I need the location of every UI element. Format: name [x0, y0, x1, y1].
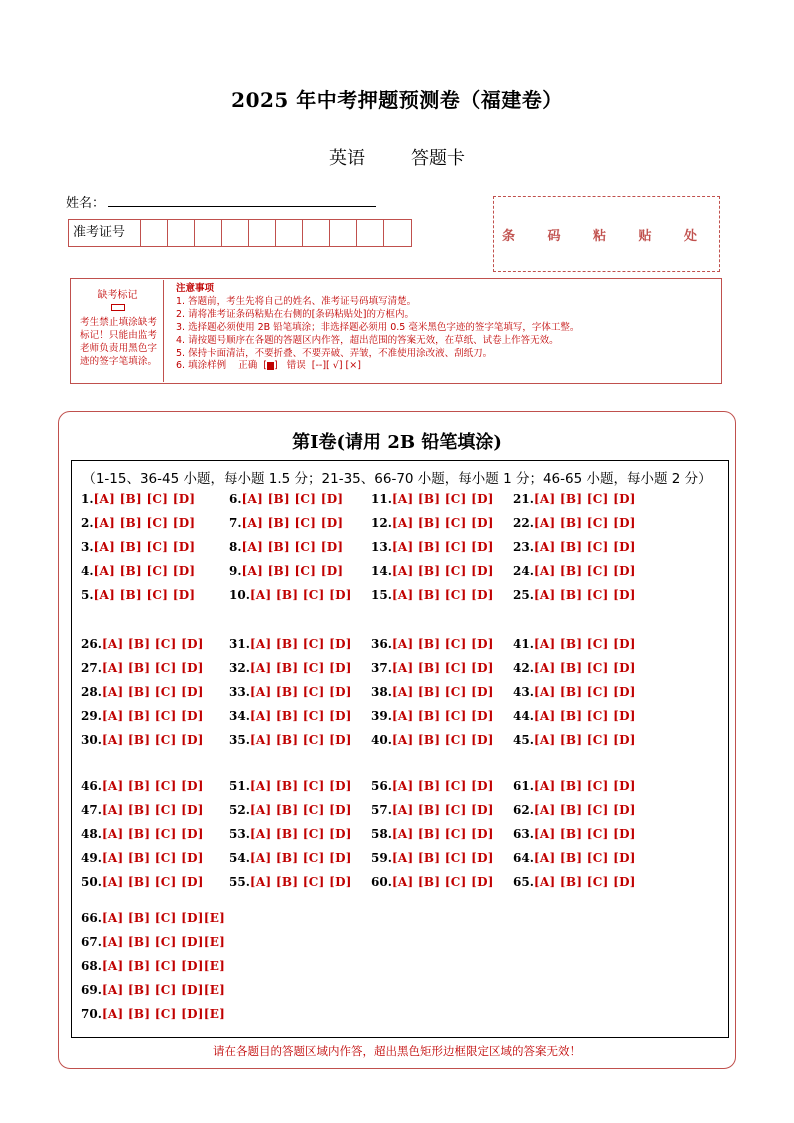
question-22[interactable] [513, 516, 636, 530]
question-43[interactable] [513, 685, 636, 699]
answer-options[interactable]: [A] [B] [C] [D] [93, 516, 196, 530]
question-number: 29. [81, 709, 102, 723]
answer-options[interactable]: [A] [B] [C] [D] [533, 709, 636, 723]
answer-options[interactable]: [A] [B] [C] [D][E] [101, 935, 226, 949]
notice-item: 1. 答题前，考生先将自己的姓名、准考证号码填写清楚。 [176, 295, 417, 307]
question-57[interactable] [371, 803, 494, 817]
answer-options[interactable]: [A] [B] [C] [D] [391, 827, 494, 841]
answer-options[interactable]: [A] [B] [C] [D] [249, 803, 352, 817]
question-number: 6. [229, 492, 242, 506]
question-10[interactable] [229, 588, 352, 602]
question-number: 39. [371, 709, 392, 723]
question-number: 25. [513, 588, 534, 602]
answer-options[interactable]: [A] [B] [C] [D] [533, 661, 636, 675]
missing-mark-title: 缺考标记 [97, 290, 138, 301]
answer-options[interactable]: [A] [B] [C] [D] [249, 709, 352, 723]
question-number: 57. [371, 803, 392, 817]
answer-options[interactable]: [A] [B] [C] [D] [93, 540, 196, 554]
answer-options[interactable]: [A] [B] [C] [D] [249, 588, 352, 602]
question-60[interactable] [371, 875, 494, 889]
answer-options[interactable]: [A] [B] [C] [D] [249, 637, 352, 651]
notice-item: 4. 请按题号顺序在各题的答题区内作答，超出范围的答案无效，在草纸、试卷上作答无效。 [176, 334, 559, 346]
question-56[interactable] [371, 779, 494, 793]
answer-options[interactable]: [A] [B] [C] [D] [533, 637, 636, 651]
subject-label: 英语 [329, 148, 365, 169]
answer-options[interactable]: [A] [B] [C] [D] [391, 564, 494, 578]
question-number: 55. [229, 875, 250, 889]
answer-options[interactable]: [A] [B] [C] [D] [101, 709, 204, 723]
question-67[interactable] [81, 935, 225, 949]
question-number: 51. [229, 779, 250, 793]
missing-mark-text: 考生禁止填涂缺考标记！只能由监考老师负责用黑色字迹的签字笔填涂。 [80, 317, 157, 367]
answer-options[interactable]: [A] [B] [C] [D] [241, 516, 344, 530]
answer-options[interactable]: [A] [B] [C] [D][E] [101, 959, 226, 973]
question-28[interactable] [81, 685, 204, 699]
answer-options[interactable]: [A] [B] [C] [D] [241, 564, 344, 578]
answer-options[interactable]: [A] [B] [C] [D] [533, 851, 636, 865]
question-number: 34. [229, 709, 250, 723]
answer-options[interactable]: [A] [B] [C] [D] [391, 540, 494, 554]
answer-options[interactable]: [A] [B] [C] [D] [249, 875, 352, 889]
question-14[interactable] [371, 564, 494, 578]
name-label: 姓名： [66, 196, 106, 211]
answer-options[interactable]: [A] [B] [C] [D] [101, 827, 204, 841]
question-number: 44. [513, 709, 534, 723]
question-4[interactable] [81, 564, 195, 578]
question-13[interactable] [371, 540, 494, 554]
answer-options[interactable]: [A] [B] [C] [D] [391, 516, 494, 530]
wrong-marks: [--][ √] [×] [311, 360, 361, 372]
question-number: 23. [513, 540, 534, 554]
answer-options[interactable]: [A] [B] [C] [D] [533, 588, 636, 602]
question-number: 31. [229, 637, 250, 651]
question-number: 38. [371, 685, 392, 699]
answer-options[interactable]: [A] [B] [C] [D][E] [101, 983, 226, 997]
question-number: 24. [513, 564, 534, 578]
answer-options[interactable]: [A] [B] [C] [D] [391, 709, 494, 723]
answer-options[interactable]: [A] [B] [C] [D] [241, 540, 344, 554]
question-number: 61. [513, 779, 534, 793]
question-number: 63. [513, 827, 534, 841]
answer-options[interactable]: [A] [B] [C] [D] [101, 733, 204, 747]
question-29[interactable] [81, 709, 204, 723]
question-number: 21. [513, 492, 534, 506]
question-33[interactable] [229, 685, 352, 699]
exam-id-label: 准考证号 [69, 220, 141, 246]
question-number: 70. [81, 1007, 102, 1021]
question-27[interactable] [81, 661, 204, 675]
question-number: 67. [81, 935, 102, 949]
question-number: 60. [371, 875, 392, 889]
notice-item-sample: 6. 填涂样例 正确 [ ] 错误 [--][ √] [×] [176, 360, 361, 372]
answer-options[interactable]: [A] [B] [C] [D] [249, 733, 352, 747]
answer-options[interactable]: [A] [B] [C] [D] [391, 733, 494, 747]
question-21[interactable] [513, 492, 636, 506]
question-1[interactable] [81, 492, 195, 506]
barcode-label: 条 码 粘 贴 处 [501, 228, 712, 244]
question-46[interactable] [81, 779, 204, 793]
answer-options[interactable]: [A] [B] [C] [D] [249, 827, 352, 841]
question-number: 1. [81, 492, 94, 506]
answer-options[interactable]: [A] [B] [C] [D] [533, 733, 636, 747]
question-24[interactable] [513, 564, 636, 578]
question-number: 37. [371, 661, 392, 675]
answer-options[interactable]: [A] [B] [C] [D] [101, 637, 204, 651]
question-number: 15. [371, 588, 392, 602]
answer-options[interactable]: [A] [B] [C] [D] [391, 875, 494, 889]
question-number: 14. [371, 564, 392, 578]
question-number: 2. [81, 516, 94, 530]
question-number: 62. [513, 803, 534, 817]
question-number: 53. [229, 827, 250, 841]
question-11[interactable] [371, 492, 494, 506]
question-number: 46. [81, 779, 102, 793]
answer-options[interactable]: [A] [B] [C] [D] [249, 851, 352, 865]
question-12[interactable] [371, 516, 494, 530]
answer-options[interactable]: [A] [B] [C] [D][E] [101, 911, 226, 925]
question-number: 36. [371, 637, 392, 651]
question-6[interactable] [229, 492, 343, 506]
question-number: 9. [229, 564, 242, 578]
question-54[interactable] [229, 851, 352, 865]
answer-options[interactable]: [A] [B] [C] [D] [533, 803, 636, 817]
question-2[interactable] [81, 516, 195, 530]
question-66[interactable] [81, 911, 225, 925]
question-number: 32. [229, 661, 250, 675]
footer-note: 请在各题目的答题区域内作答，超出黑色矩形边框限定区域的答案无效！ [213, 1044, 581, 1058]
question-38[interactable] [371, 685, 494, 699]
answer-options[interactable]: [A] [B] [C] [D] [101, 851, 204, 865]
question-39[interactable] [371, 709, 494, 723]
question-9[interactable] [229, 564, 343, 578]
question-30[interactable] [81, 733, 204, 747]
question-68[interactable] [81, 959, 225, 973]
question-number: 40. [371, 733, 392, 747]
question-64[interactable] [513, 851, 636, 865]
question-31[interactable] [229, 637, 352, 651]
question-44[interactable] [513, 709, 636, 723]
question-number: 43. [513, 685, 534, 699]
card-type-label: 答题卡 [411, 148, 465, 169]
answer-options[interactable]: [A] [B] [C] [D] [101, 803, 204, 817]
question-49[interactable] [81, 851, 204, 865]
answer-options[interactable]: [A] [B] [C] [D][E] [101, 1007, 226, 1021]
question-number: 10. [229, 588, 250, 602]
question-number: 7. [229, 516, 242, 530]
question-5[interactable] [81, 588, 195, 602]
question-number: 59. [371, 851, 392, 865]
question-number: 5. [81, 588, 94, 602]
question-45[interactable] [513, 733, 636, 747]
question-65[interactable] [513, 875, 636, 889]
answer-options[interactable]: [A] [B] [C] [D] [101, 779, 204, 793]
notice-item: 2. 请将准考证条码粘贴在右侧的[条码粘贴处]的方框内。 [176, 308, 414, 320]
answer-options[interactable]: [A] [B] [C] [D] [101, 875, 204, 889]
answer-options[interactable]: [A] [B] [C] [D] [249, 661, 352, 675]
question-55[interactable] [229, 875, 352, 889]
answer-options[interactable]: [A] [B] [C] [D] [533, 540, 636, 554]
question-number: 54. [229, 851, 250, 865]
question-58[interactable] [371, 827, 494, 841]
answer-options[interactable]: [A] [B] [C] [D] [533, 779, 636, 793]
question-70[interactable] [81, 1007, 225, 1021]
answer-options[interactable]: [A] [B] [C] [D] [249, 779, 352, 793]
question-number: 58. [371, 827, 392, 841]
question-42[interactable] [513, 661, 636, 675]
answer-options[interactable]: [A] [B] [C] [D] [391, 661, 494, 675]
answer-options[interactable]: [A] [B] [C] [D] [391, 851, 494, 865]
page-title: 2025 年中考押题预测卷（福建卷） [231, 88, 563, 112]
answer-options[interactable]: [A] [B] [C] [D] [533, 516, 636, 530]
answer-options[interactable]: [A] [B] [C] [D] [391, 803, 494, 817]
question-number: 33. [229, 685, 250, 699]
question-number: 30. [81, 733, 102, 747]
question-47[interactable] [81, 803, 204, 817]
question-25[interactable] [513, 588, 636, 602]
answer-options[interactable]: [A] [B] [C] [D] [533, 827, 636, 841]
notice-title: 注意事项 [176, 283, 215, 294]
answer-options[interactable]: [A] [B] [C] [D] [533, 492, 636, 506]
question-15[interactable] [371, 588, 494, 602]
question-32[interactable] [229, 661, 352, 675]
notice-item: 3. 选择题必须使用 2B 铅笔填涂；非选择题必须用 0.5 毫米黑色字迹的签字笔填写，字体工整。 [176, 321, 580, 333]
answer-options[interactable]: [A] [B] [C] [D] [101, 661, 204, 675]
question-number: 13. [371, 540, 392, 554]
wrong-label: 错误 [286, 360, 306, 372]
question-number: 41. [513, 637, 534, 651]
question-53[interactable] [229, 827, 352, 841]
question-number: 68. [81, 959, 102, 973]
question-number: 48. [81, 827, 102, 841]
answer-options[interactable]: [A] [B] [C] [D] [93, 564, 196, 578]
question-63[interactable] [513, 827, 636, 841]
question-number: 47. [81, 803, 102, 817]
question-35[interactable] [229, 733, 352, 747]
question-number: 28. [81, 685, 102, 699]
question-number: 22. [513, 516, 534, 530]
question-number: 49. [81, 851, 102, 865]
question-62[interactable] [513, 803, 636, 817]
question-41[interactable] [513, 637, 636, 651]
answer-options[interactable]: [A] [B] [C] [D] [241, 492, 344, 506]
correct-label: 正确 [238, 360, 258, 372]
question-3[interactable] [81, 540, 195, 554]
question-69[interactable] [81, 983, 225, 997]
question-number: 45. [513, 733, 534, 747]
question-number: 65. [513, 875, 534, 889]
question-number: 26. [81, 637, 102, 651]
question-number: 27. [81, 661, 102, 675]
question-36[interactable] [371, 637, 494, 651]
question-number: 50. [81, 875, 102, 889]
question-59[interactable] [371, 851, 494, 865]
question-number: 4. [81, 564, 94, 578]
question-number: 3. [81, 540, 94, 554]
answer-options[interactable]: [A] [B] [C] [D] [391, 588, 494, 602]
question-50[interactable] [81, 875, 204, 889]
answer-options[interactable]: [A] [B] [C] [D] [391, 637, 494, 651]
question-48[interactable] [81, 827, 204, 841]
question-number: 42. [513, 661, 534, 675]
question-number: 11. [371, 492, 392, 506]
question-51[interactable] [229, 779, 352, 793]
question-34[interactable] [229, 709, 352, 723]
question-number: 56. [371, 779, 392, 793]
question-number: 64. [513, 851, 534, 865]
question-23[interactable] [513, 540, 636, 554]
answer-options[interactable]: [A] [B] [C] [D] [93, 588, 196, 602]
question-8[interactable] [229, 540, 343, 554]
answer-options[interactable]: [A] [B] [C] [D] [101, 685, 204, 699]
question-61[interactable] [513, 779, 636, 793]
question-number: 12. [371, 516, 392, 530]
question-number: 8. [229, 540, 242, 554]
question-52[interactable] [229, 803, 352, 817]
question-number: 69. [81, 983, 102, 997]
question-number: 66. [81, 911, 102, 925]
question-37[interactable] [371, 661, 494, 675]
answer-options[interactable]: [A] [B] [C] [D] [391, 492, 494, 506]
answer-options[interactable]: [A] [B] [C] [D] [249, 685, 352, 699]
answer-options[interactable]: [A] [B] [C] [D] [533, 685, 636, 699]
answer-options[interactable]: [A] [B] [C] [D] [533, 875, 636, 889]
answer-options[interactable]: [A] [B] [C] [D] [93, 492, 196, 506]
question-7[interactable] [229, 516, 343, 530]
answer-options[interactable]: [A] [B] [C] [D] [391, 685, 494, 699]
notice-item: 5. 保持卡面清洁，不要折叠、不要弄破、弄皱，不准使用涂改液、刮纸刀。 [176, 347, 493, 359]
question-number: 52. [229, 803, 250, 817]
question-26[interactable] [81, 637, 204, 651]
answer-options[interactable]: [A] [B] [C] [D] [391, 779, 494, 793]
section-one-title: 第Ⅰ卷(请用 2B 铅笔填涂) [292, 432, 502, 453]
question-40[interactable] [371, 733, 494, 747]
question-number: 35. [229, 733, 250, 747]
score-info: （1-15、36-45 小题，每小题 1.5 分；21-35、66-70 小题，每小题 1 分；46-65 小题，每小题 2 分） [82, 471, 712, 487]
answer-options[interactable]: [A] [B] [C] [D] [533, 564, 636, 578]
